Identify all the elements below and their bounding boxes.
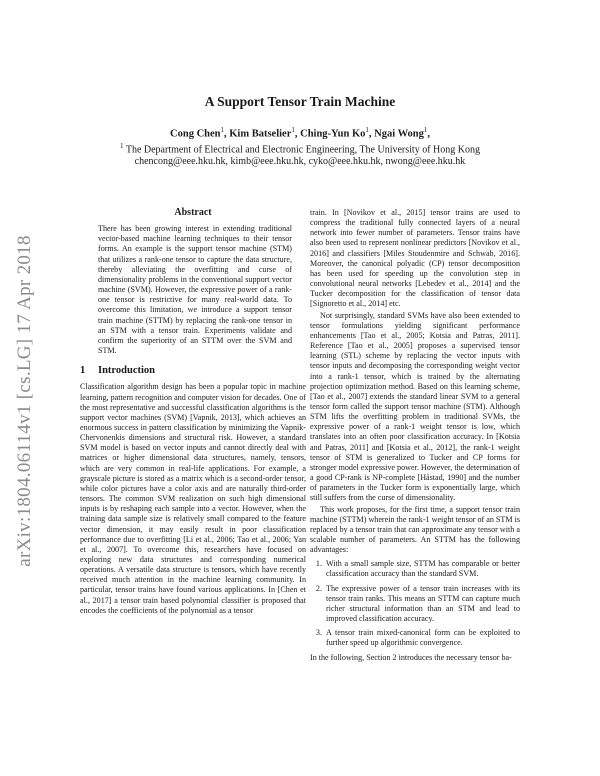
author-separator: ,	[294, 128, 301, 140]
author-affiliation-mark: 1	[423, 126, 428, 134]
abstract-body: There has been growing interest in extending traditional vector-based machine learning techniques to their tensor forms. An example is the support tensor machine (STM) that utilizes a rank-one tensor to capture the data structure, thereby alleviating the overfitting and curse of dimensionality problems in the conventional support vector machine (SVM). However, the expressive power of a rank-one tensor is restrictive for many real-world data. To overcome this limitation, we introduce a support tensor train machine (STTM) by replacing the rank-one tensor in an STM with a tensor train. Experiments validate and confirm the superiority of an STTM over the SVM and STM.	[98, 224, 292, 356]
author-name: Kim Batselier	[229, 128, 292, 140]
author-list	[80, 126, 520, 140]
section-title: Introduction	[98, 365, 155, 377]
list-item: 1. With a small sample size, STTM has comparable or better classification accuracy than the standard SVM.	[324, 559, 520, 579]
arxiv-stamp	[8, 206, 42, 596]
author-affiliation-mark: 1	[220, 126, 224, 134]
paper-title: A Support Tensor Train Machine	[204, 94, 396, 109]
author-name: Ngai Wong	[374, 128, 424, 140]
list-item: 3. A tensor train mixed-canonical form can be exploited to further speed up algorithmic convergence.	[324, 628, 520, 648]
affiliation-text: The Department of Electrical and Electronic Engineering, The University of Hong Kong	[123, 144, 480, 156]
abstract-heading: Abstract	[174, 207, 212, 218]
author-emails: chencong@eee.hku.hk, kimb@eee.hku.hk, cyko@eee.hku.hk, nwong@eee.hku.hk	[134, 156, 466, 167]
intro-paragraph: Classification algorithm design has been a popular topic in machine learning, pattern recognition and computer vision for decades. One of the most representative and successful classification algorithms is the support vector machines (SVM) [Vapnik, 2013], which achieves an enormous success in pattern classification by minimizing the Vapnik-Chervonenkis dimensions and structural risk. However, a standard SVM model is based on vector inputs and cannot directly deal with matrices or higher dimensional data structures, namely, tensors, which are very common in real-life applications. For example, a grayscale picture is stored as a matrix which is a second-order tensor, while color pictures have a color axis and are naturally third-order tensors. The common SVM realization on such high dimensional inputs is by reshaping each sample into a vector. However, when the training data sample size is relatively small compared to the feature vector dimension, it may easily result in poor classification performance due to overfitting [Li et al., 2006; Tao et al., 2006; Yan et al., 2007]. To overcome this, researchers have focused on exploring new data structures and corresponding numerical operations. A versatile data structure is tensors, which have recently received much attention in the machine learning community. In particular, tensor trains have found various applications. In [Chen et al., 2017] a tensor train based polynomial classifier is proposed that encodes the coefficients of the polynomial as a tensor	[80, 382, 306, 615]
right-column	[310, 208, 520, 663]
body-paragraph: In the following, Section 2 introduces the necessary tensor ba-	[310, 652, 512, 662]
section-heading-introduction	[80, 366, 306, 376]
left-column	[80, 208, 306, 616]
body-paragraph: train. In [Novikov et al., 2015] tensor trains are used to compress the traditional fully connected layers of a neural network into fewer number of parameters. Tensor trains have also been used to represent nonlinear predictors [Novikov et al., 2016] and classifiers [Miles Stoudenmire and Schwab, 2016]. Moreover, the canonical polyadic (CP) tensor decomposition has been used for speeding up the convolution step in convolutional neural networks [Lebedev et al., 2014] and the Tucker decomposition for the classification of tensor data [Signoretto et al., 2014] etc.	[310, 208, 520, 309]
advantages-list	[310, 559, 520, 648]
arxiv-identifier: arXiv:1804.06114v1 [cs.LG] 17 Apr 2018	[14, 235, 36, 567]
author-separator: ,	[224, 128, 230, 140]
affiliation	[80, 142, 520, 155]
author-name: Cong Chen	[170, 128, 221, 140]
list-item: 2. The expressive power of a tensor train increases with its tensor train ranks. This means an STTM can capture much richer structural information than an STM and lead to improved classification accuracy.	[324, 584, 520, 625]
author-name: Ching-Yun Ko	[300, 128, 366, 140]
author-separator: ,	[368, 128, 375, 140]
author-affiliation-mark: 1	[291, 126, 295, 134]
body-paragraph: Not surprisingly, standard SVMs have also been extended to tensor formulations yielding significant performance enhancements [Tao et al., 2005; Kotsia and Patras, 2011]. Reference [Tao et al., 2005] proposes a supervised tensor learning (STL) scheme by replacing the vector inputs with tensor inputs and decomposing the corresponding weight vector into a rank-1 tensor, which is trained by the alternating projection optimization method. Based on this learning scheme, [Tao et al., 2007] extends the standard linear SVM to a general tensor form called the support tensor machine (STM). Although STM lifts the overfitting problem in traditional SVMs, the expressive power of a rank-1 weight tensor is low, which translates into an often poor classification accuracy. In [Kotsia and Patras, 2011] and [Kotsia et al., 2012], the rank-1 weight tensor of STM is generalized to Tucker and CP forms for stronger model expressive power. However, the determination of a good CP-rank is NP-complete [Håstad, 1990] and the number of parameters in the Tucker form is exponentially large, which still suffers from the curse of dimensionality.	[310, 310, 520, 503]
affiliation-mark: 1	[120, 142, 124, 150]
section-number: 1	[80, 365, 86, 377]
author-separator: ,	[427, 128, 430, 140]
author-affiliation-mark: 1	[365, 126, 369, 134]
body-paragraph: This work proposes, for the first time, a support tensor train machine (STTM) wherein the rank-1 weight tensor of an STM is replaced by a tensor train that can approximate any tensor with a scalable number of parameters. An STTM has the following advantages:	[310, 504, 520, 555]
